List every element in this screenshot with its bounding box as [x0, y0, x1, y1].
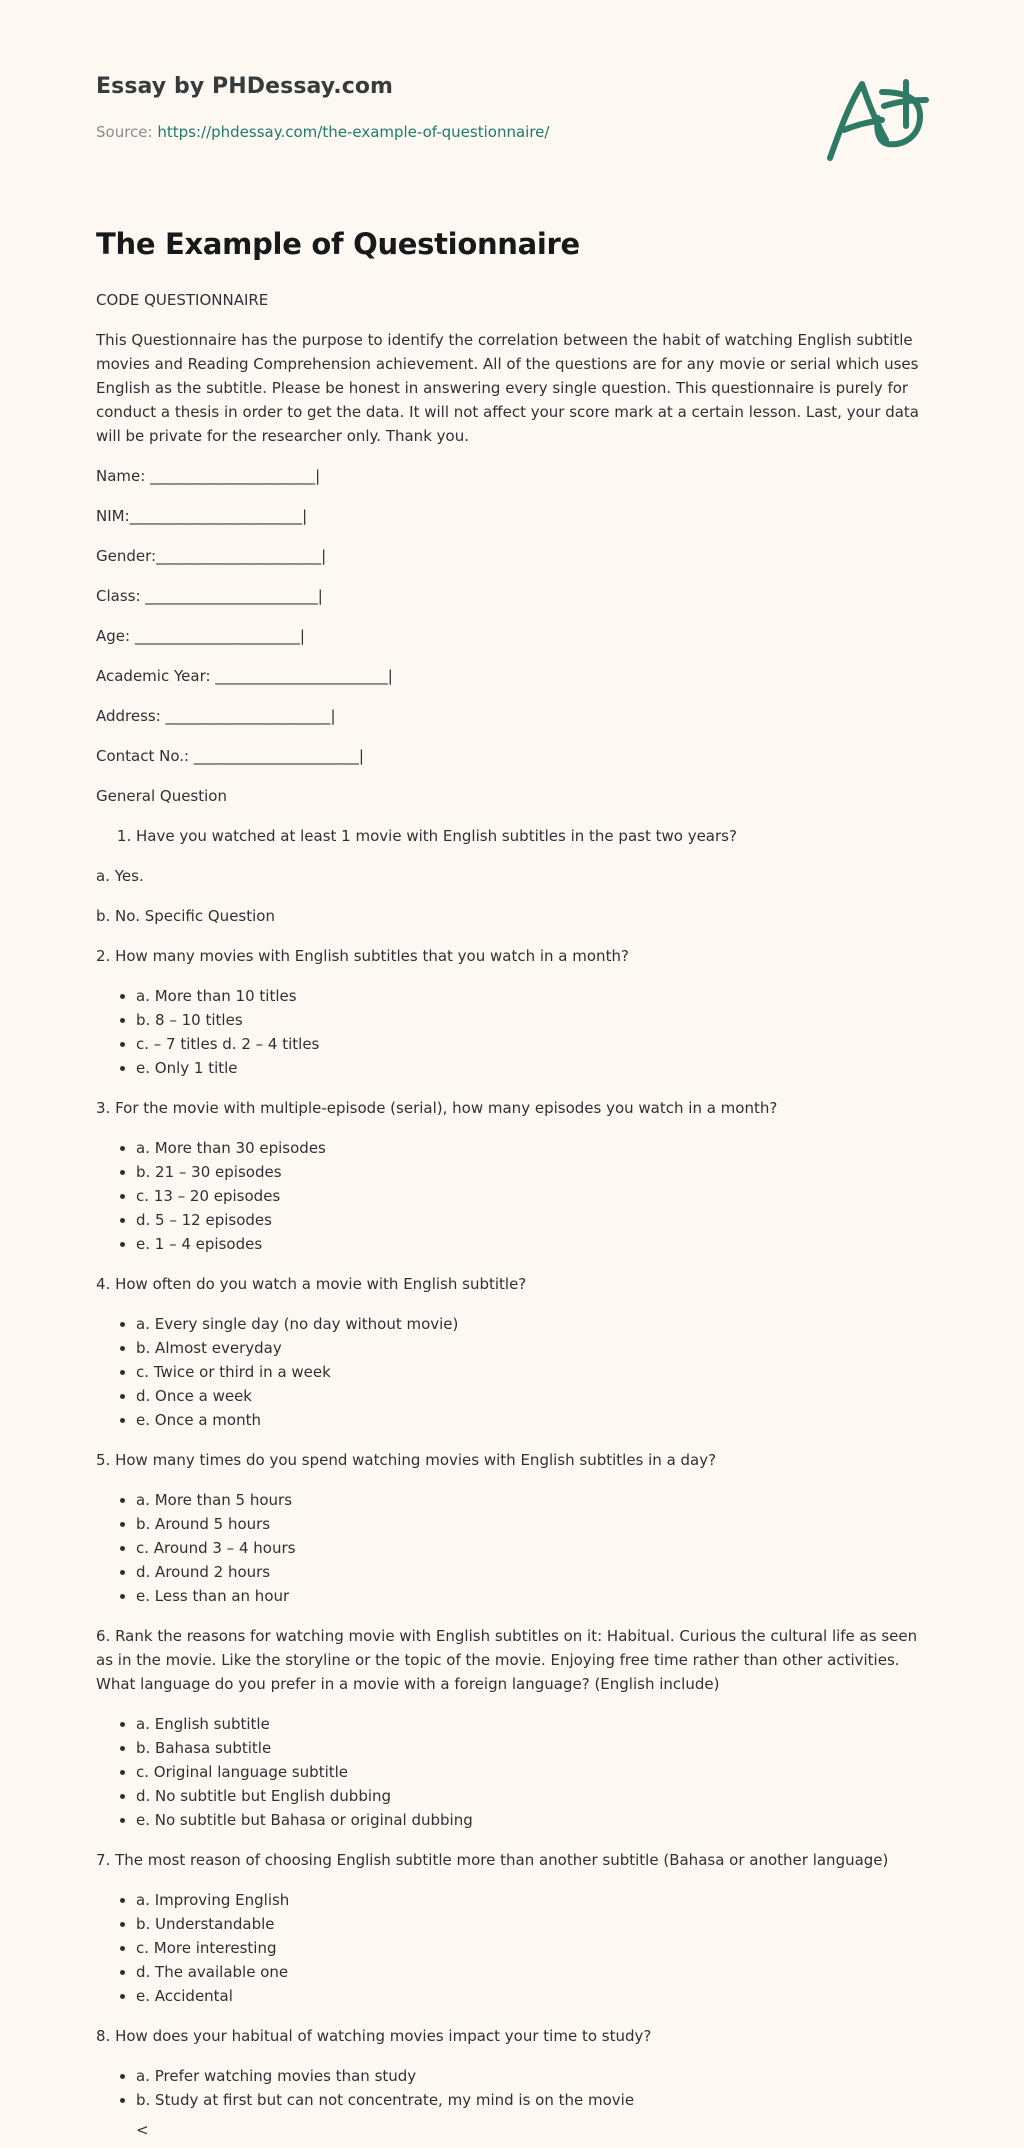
- field-age: Age: ______________________|: [96, 627, 305, 645]
- a-plus-logo: [822, 70, 932, 166]
- q1-option-a: a. Yes.: [96, 867, 144, 885]
- option-item: • c. Original language subtitle: [136, 1760, 928, 1784]
- option-item: • d. Once a week: [136, 1384, 928, 1408]
- field-academic-year: Academic Year: _______________________|: [96, 667, 393, 685]
- option-item: • c. Twice or third in a week: [136, 1360, 928, 1384]
- code-heading: CODE QUESTIONNAIRE: [96, 291, 269, 309]
- option-item: • e. Once a month: [136, 1408, 928, 1432]
- option-item: • a. More than 30 episodes: [136, 1136, 928, 1160]
- question-6: 6. Rank the reasons for watching movie with English subtitles on it: Habitual. Curious the cultural life as seen as in the movie. Like the storyline or the topic of the movie. Enjoying free time rather than other activities. What language do you prefer in a movie with a foreign language? (English include): [96, 1627, 918, 1693]
- question-7-options: [96, 1888, 928, 2008]
- question-4-options: [96, 1312, 928, 1432]
- option-item: • a. English subtitle: [136, 1712, 928, 1736]
- question-6-options: [96, 1712, 928, 1832]
- option-item: • e. Accidental: [136, 1984, 928, 2008]
- option-item: • d. 5 – 12 episodes: [136, 1208, 928, 1232]
- document-body: [96, 222, 928, 2142]
- option-item: • b. Understandable: [136, 1912, 928, 1936]
- option-item: • a. More than 5 hours: [136, 1488, 928, 1512]
- field-contact: Contact No.: ______________________|: [96, 747, 364, 765]
- question-3-options: [96, 1136, 928, 1256]
- question-2: 2. How many movies with English subtitles that you watch in a month?: [96, 947, 629, 965]
- option-item: • e. 1 – 4 episodes: [136, 1232, 928, 1256]
- question-1-list: [96, 824, 928, 848]
- option-item: • b. 8 – 10 titles: [136, 1008, 928, 1032]
- option-item: • c. 13 – 20 episodes: [136, 1184, 928, 1208]
- source-label: Source:: [96, 123, 153, 141]
- option-item: • e. Less than an hour: [136, 1584, 928, 1608]
- option-item: • c. Around 3 – 4 hours: [136, 1536, 928, 1560]
- document-title: The Example of Questionnaire: [96, 227, 580, 261]
- question-8-options: [96, 2064, 928, 2112]
- option-item: • b. Almost everyday: [136, 1336, 928, 1360]
- option-item: • b. Around 5 hours: [136, 1512, 928, 1536]
- q1-option-b: b. No. Specific Question: [96, 907, 275, 925]
- option-item: • d. The available one: [136, 1960, 928, 1984]
- general-question-heading: General Question: [96, 787, 227, 805]
- question-5-options: [96, 1488, 928, 1608]
- question-8: 8. How does your habitual of watching movies impact your time to study?: [96, 2027, 652, 2045]
- field-nim: NIM:_______________________|: [96, 507, 308, 525]
- option-item: • a. Improving English: [136, 1888, 928, 1912]
- option-item: • e. Only 1 title: [136, 1056, 928, 1080]
- option-item: • c. More interesting: [136, 1936, 928, 1960]
- source-link[interactable]: https://phdessay.com/the-example-of-questionnaire/: [157, 123, 550, 141]
- a-plus-logo-icon: [822, 70, 932, 166]
- option-item: • a. More than 10 titles: [136, 984, 928, 1008]
- question-2-options: [96, 984, 928, 1080]
- field-class: Class: _______________________|: [96, 587, 323, 605]
- question-4: 4. How often do you watch a movie with English subtitle?: [96, 1275, 527, 1293]
- intro-paragraph: This Questionnaire has the purpose to identify the correlation between the habit of watching English subtitle movies and Reading Comprehension achievement. All of the questions are for any movie or serial which uses English as the subtitle. Please be honest in answering every single question. This questionnaire is purely for conduct a thesis in order to get the data. It will not affect your score mark at a certain lesson. Last, your data will be private for the researcher only. Thank you.: [96, 331, 920, 445]
- question-7: 7. The most reason of choosing English subtitle more than another subtitle (Bahasa or another language): [96, 1851, 889, 1869]
- option-item: • d. Around 2 hours: [136, 1560, 928, 1584]
- option-item: • b. Bahasa subtitle: [136, 1736, 928, 1760]
- brand-title: Essay by PHDessay.com: [96, 74, 394, 99]
- trailing-mark: <: [136, 2121, 149, 2139]
- option-item: • b. Study at first but can not concentrate, my mind is on the movie: [136, 2088, 928, 2112]
- field-address: Address: ______________________|: [96, 707, 336, 725]
- source-line: [96, 123, 549, 141]
- option-item: • c. – 7 titles d. 2 – 4 titles: [136, 1032, 928, 1056]
- option-item: • d. No subtitle but English dubbing: [136, 1784, 928, 1808]
- field-name: Name: ______________________|: [96, 467, 321, 485]
- option-item: • a. Prefer watching movies than study: [136, 2064, 928, 2088]
- question-5: 5. How many times do you spend watching movies with English subtitles in a day?: [96, 1451, 717, 1469]
- question-3: 3. For the movie with multiple-episode (serial), how many episodes you watch in a month?: [96, 1099, 778, 1117]
- option-item: • b. 21 – 30 episodes: [136, 1160, 928, 1184]
- option-item: • e. No subtitle but Bahasa or original dubbing: [136, 1808, 928, 1832]
- option-item: • a. Every single day (no day without movie): [136, 1312, 928, 1336]
- field-gender: Gender:______________________|: [96, 547, 327, 565]
- question-1: 1. Have you watched at least 1 movie with English subtitles in the past two years?: [136, 824, 928, 848]
